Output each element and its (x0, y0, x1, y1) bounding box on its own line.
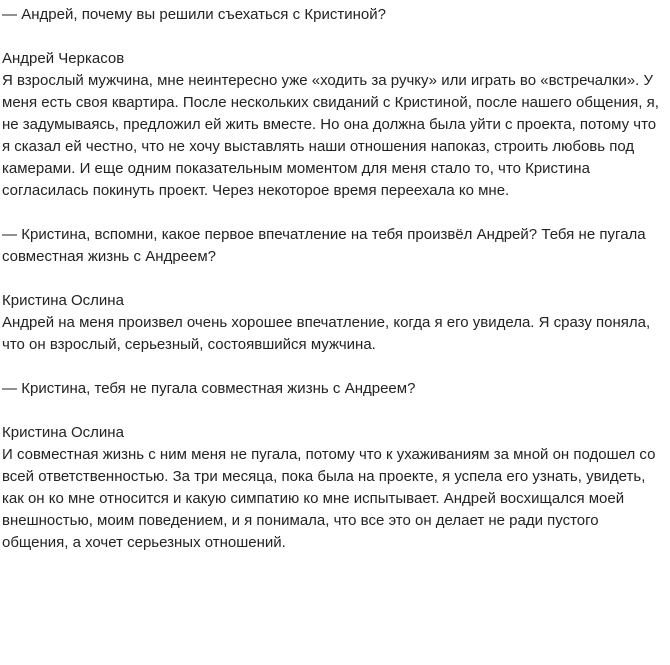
answer-body: И совместная жизнь с ним меня не пугала, потому что к ухаживаниям за мной он подошел со всей ответственностью. За три месяца, пока была на проекте, я успела его узнать, увидеть, как он ко мне относится и какую симпатию ко мне испытывает. Андрей восхищался моей внешностью, моим поведением, и я понимала, что все это он делает не ради пустого общения, а хочет серьезных отношений. (2, 446, 656, 551)
answer-body: Андрей на меня произвел очень хорошее впечатление, когда я его увидела. Я сразу поняла, что он взрослый, серьезный, состоявшийся мужчина. (2, 314, 651, 353)
interview-answer (2, 48, 668, 202)
speaker-name: Кристина Ослина (2, 292, 124, 309)
interview-answer (2, 422, 668, 554)
answer-body: Я взрослый мужчина, мне неинтересно уже «ходить за ручку» или играть во «встречалки». У меня есть своя квартира. После нескольких свиданий с Кристиной, после нашего общения, я, не задумываясь, предложил ей жить вместе. Но она должна была уйти с проекта, потому что я сказал ей честно, что не хочу выставлять наши отношения напоказ, строить любовь под камерами. И еще одним показательным моментом для меня стало то, что Кристина согласилась покинуть проект. Через некоторое время переехала ко мне. (2, 72, 659, 199)
interview-answer (2, 290, 668, 356)
interview-transcript (0, 4, 668, 554)
interview-question: — Кристина, тебя не пугала совместная жизнь с Андреем? (2, 380, 416, 397)
speaker-name: Кристина Ослина (2, 424, 124, 441)
interview-question: — Кристина, вспомни, какое первое впечатление на тебя произвёл Андрей? Тебя не пугала совместная жизнь с Андреем? (2, 226, 646, 265)
speaker-name: Андрей Черкасов (2, 50, 125, 67)
interview-question: — Андрей, почему вы решили съехаться с Кристиной? (2, 6, 386, 23)
